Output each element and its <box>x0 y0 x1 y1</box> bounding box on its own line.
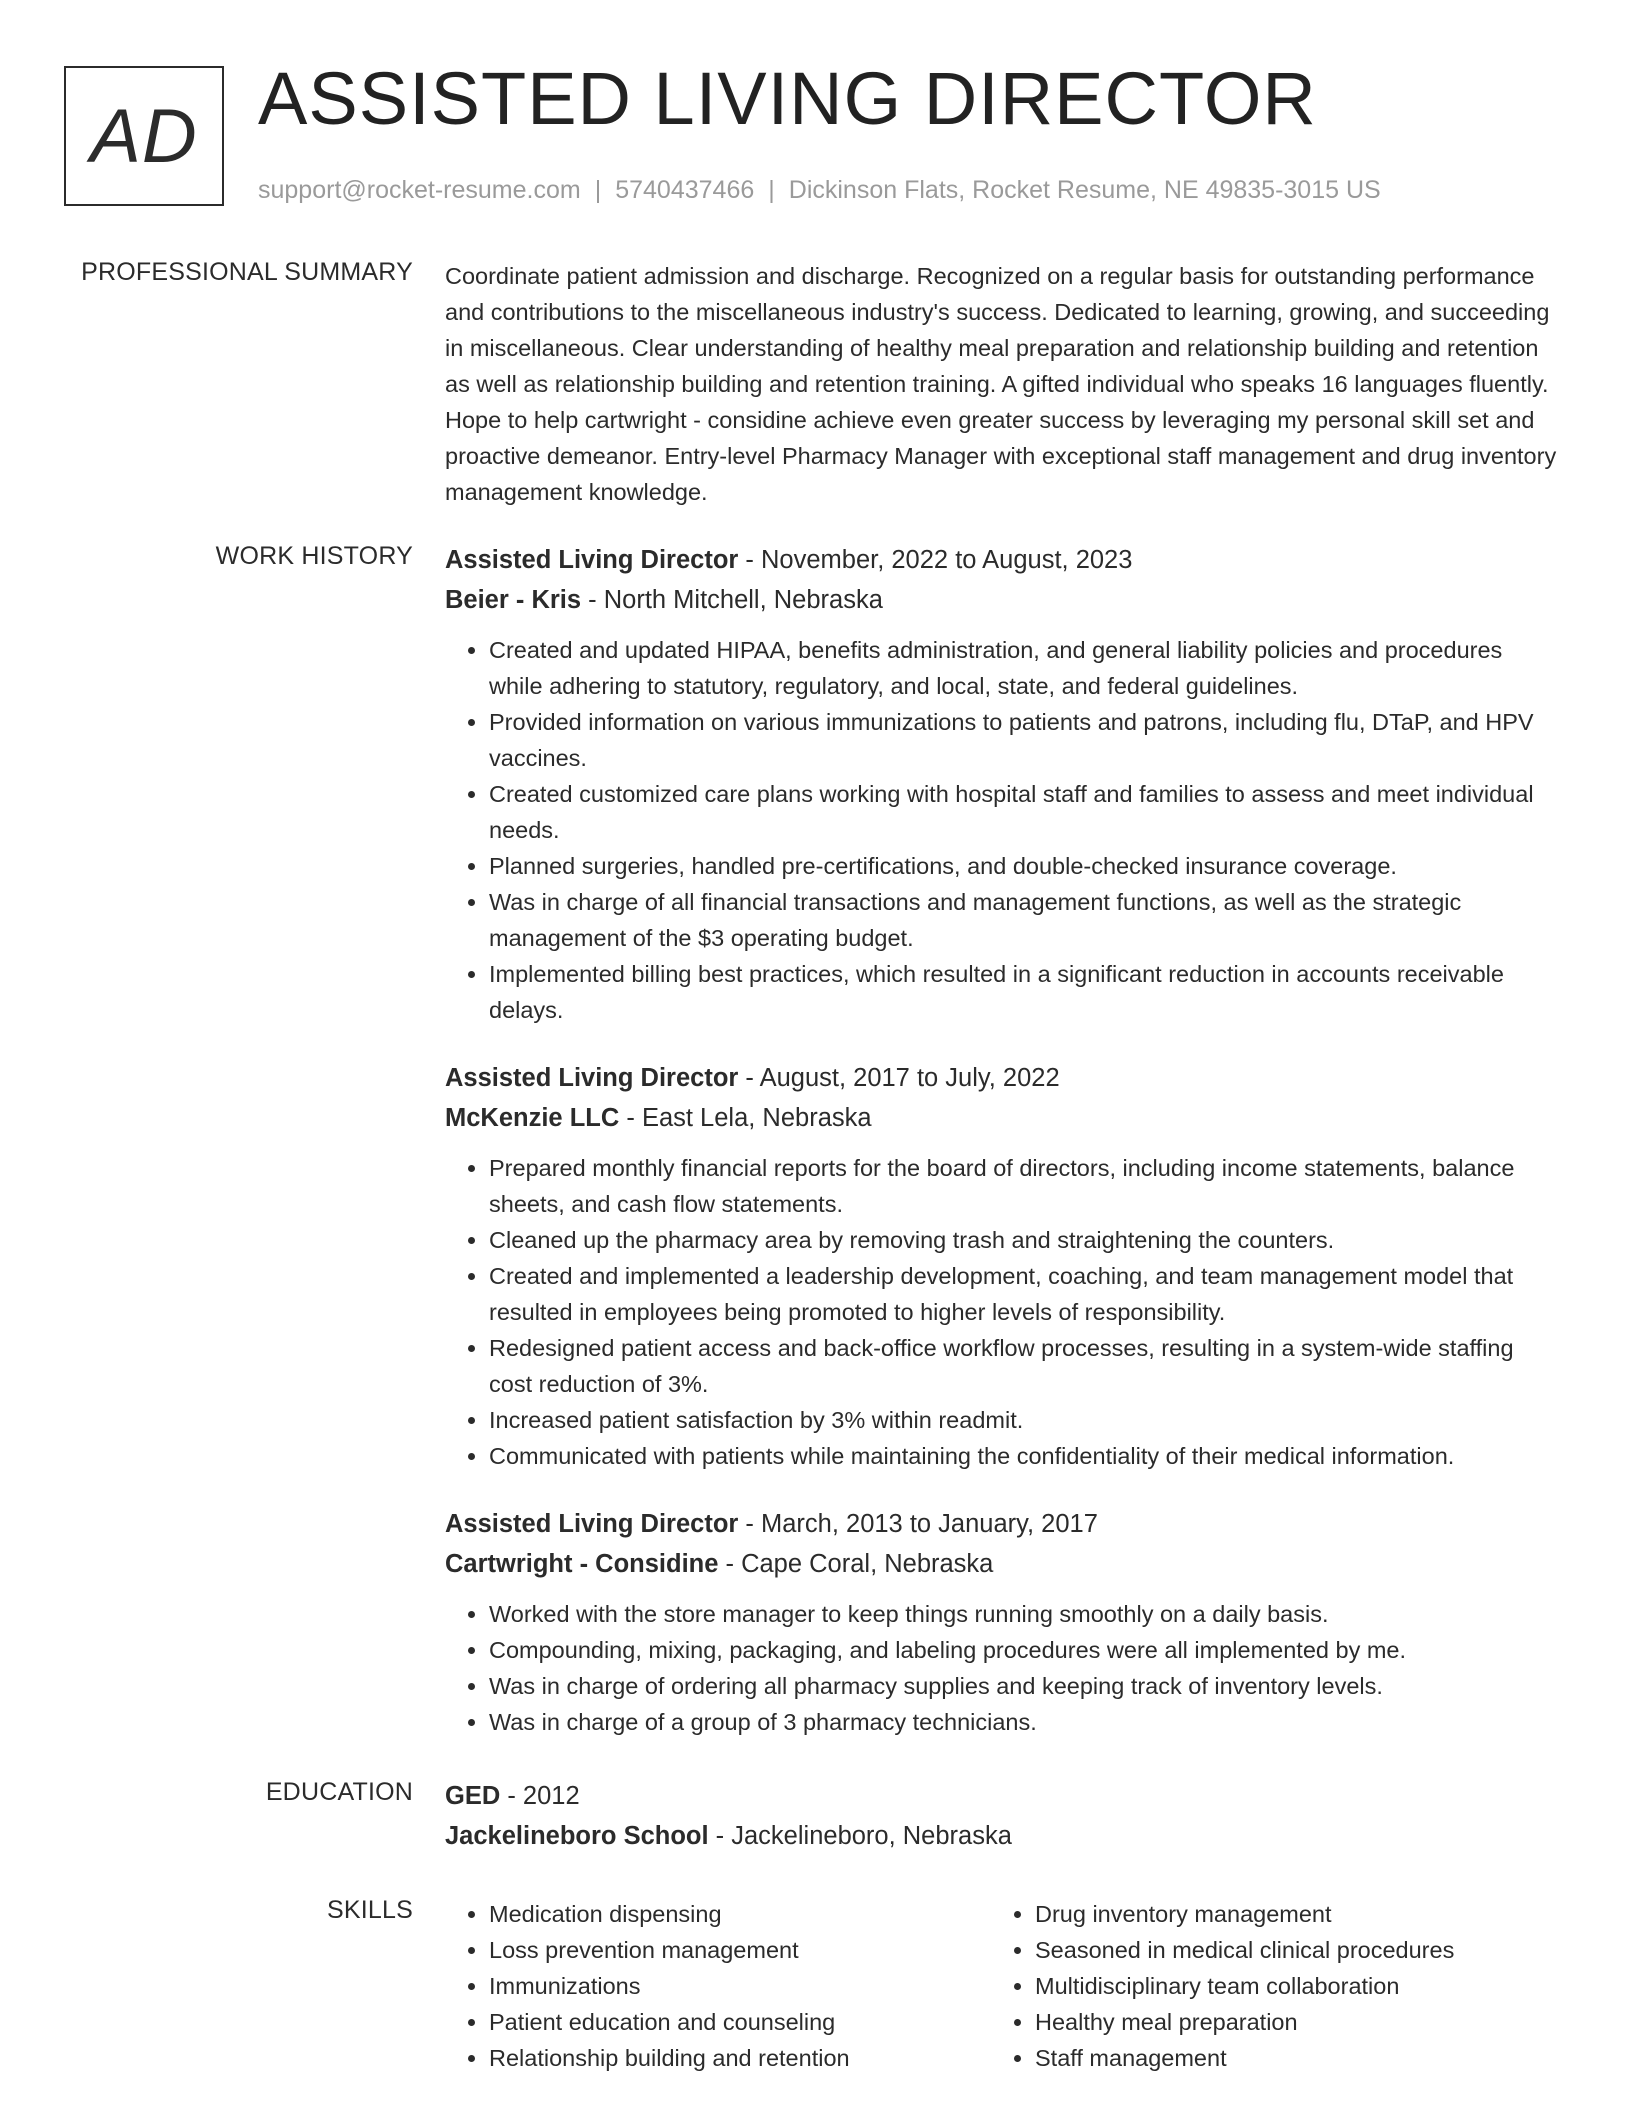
section-label-education: EDUCATION <box>265 1778 413 1806</box>
education-degree: GED <box>445 1782 501 1810</box>
work-history-body <box>445 540 1560 1770</box>
skills-list <box>445 1896 991 2076</box>
job-bullet: • Worked with the store manager to keep things running smoothly on a daily basis. <box>489 1596 1560 1632</box>
job-bullet: • Created and updated HIPAA, benefits administration, and general liability policies and procedures while adhering to statutory, regulatory, and local, state, and federal guidelines. <box>489 632 1560 704</box>
job-bullet: • Cleaned up the pharmacy area by removing trash and straightening the counters. <box>489 1222 1560 1258</box>
skill-item: • Medication dispensing <box>489 1896 991 1932</box>
job-dates: - November, 2022 to August, 2023 <box>738 546 1133 574</box>
skill-item: • Relationship building and retention <box>489 2040 991 2076</box>
job-company: Cartwright - Considine <box>445 1550 719 1578</box>
job-title: Assisted Living Director <box>445 546 739 574</box>
job-bullets <box>445 1150 1560 1474</box>
job-bullet: • Communicated with patients while maintaining the confidentiality of their medical information. <box>489 1438 1560 1474</box>
section-label-work-history: WORK HISTORY <box>215 542 413 570</box>
job-bullet: • Implemented billing best practices, which resulted in a significant reduction in accounts receivable delays. <box>489 956 1560 1028</box>
job-bullet: • Created and implemented a leadership development, coaching, and team management model that resulted in employees being promoted to higher levels of responsibility. <box>489 1258 1560 1330</box>
job-bullet: • Prepared monthly financial reports for the board of directors, including income statements, balance sheets, and cash flow statements. <box>489 1150 1560 1222</box>
skill-item: • Drug inventory management <box>1035 1896 1537 1932</box>
job-location: - North Mitchell, Nebraska <box>581 586 883 614</box>
job-bullet: • Was in charge of ordering all pharmacy supplies and keeping track of inventory levels. <box>489 1668 1560 1704</box>
job-location: - Cape Coral, Nebraska <box>718 1550 994 1578</box>
skills-body <box>445 1896 1560 2076</box>
job-bullet: • Created customized care plans working with hospital staff and families to assess and meet individual needs. <box>489 776 1560 848</box>
skills-column-right <box>991 1896 1537 2076</box>
education-school: Jackelineboro School <box>445 1822 709 1850</box>
skills-grid <box>445 1896 1560 2076</box>
job-company-line <box>445 580 1560 620</box>
job-bullet: • Redesigned patient access and back-office workflow processes, resulting in a system-wide staffing cost reduction of 3%. <box>489 1330 1560 1402</box>
job-bullet: • Provided information on various immunizations to patients and patrons, including flu, DTaP, and HPV vaccines. <box>489 704 1560 776</box>
contact-email: support@rocket-resume.com <box>258 176 581 204</box>
summary-text: Coordinate patient admission and discharge. Recognized on a regular basis for outstanding performance and contributions to the miscellaneous industry's success. Dedicated to learning, growing, and succeeding in miscellaneous. Clear understanding of healthy meal preparation and relationship building and retention as well as relationship building and retention training. A gifted individual who speaks 16 languages fluently. Hope to help cartwright - considine achieve even greater success by leveraging my personal skill set and proactive demeanor. Entry-level Pharmacy Manager with exceptional staff management and drug inventory management knowledge. <box>445 263 1557 505</box>
job-entry <box>445 1504 1560 1740</box>
education-location: - Jackelineboro, Nebraska <box>708 1822 1012 1850</box>
job-bullets <box>445 632 1560 1028</box>
job-title: Assisted Living Director <box>445 1064 739 1092</box>
job-entry <box>445 1058 1560 1474</box>
contact-separator: | <box>594 176 602 204</box>
job-title-line <box>445 1058 1560 1098</box>
job-bullet: • Was in charge of all financial transactions and management functions, as well as the strategic management of the $3 operating budget. <box>489 884 1560 956</box>
education-degree-line <box>445 1776 1560 1816</box>
skill-item: • Immunizations <box>489 1968 991 2004</box>
job-title: Assisted Living Director <box>445 1510 739 1538</box>
education-body <box>445 1776 1560 1856</box>
job-dates: - March, 2013 to January, 2017 <box>738 1510 1098 1538</box>
job-company: McKenzie LLC <box>445 1104 620 1132</box>
job-location: - East Lela, Nebraska <box>619 1104 872 1132</box>
job-bullets <box>445 1596 1560 1740</box>
job-bullet: • Compounding, mixing, packaging, and labeling procedures were all implemented by me. <box>489 1632 1560 1668</box>
job-bullet: • Planned surgeries, handled pre-certifications, and double-checked insurance coverage. <box>489 848 1560 884</box>
job-bullet: • Was in charge of a group of 3 pharmacy technicians. <box>489 1704 1560 1740</box>
contact-address: Dickinson Flats, Rocket Resume, NE 49835-3015 US <box>788 176 1381 204</box>
skill-item: • Multidisciplinary team collaboration <box>1035 1968 1537 2004</box>
skill-item: • Loss prevention management <box>489 1932 991 1968</box>
skill-item: • Staff management <box>1035 2040 1537 2076</box>
section-label-skills: SKILLS <box>327 1896 413 1924</box>
job-dates: - August, 2017 to July, 2022 <box>738 1064 1060 1092</box>
summary-body <box>445 258 1560 510</box>
contact-line <box>258 176 1381 205</box>
job-title-line <box>445 540 1560 580</box>
contact-separator: | <box>768 176 775 204</box>
section-label-summary: PROFESSIONAL SUMMARY <box>81 258 413 286</box>
skill-item: • Healthy meal preparation <box>1035 2004 1537 2040</box>
job-entry <box>445 540 1560 1028</box>
job-title-line <box>445 1504 1560 1544</box>
skills-list <box>991 1896 1537 2076</box>
job-bullet: • Increased patient satisfaction by 3% within readmit. <box>489 1402 1560 1438</box>
monogram-initials: AD <box>90 93 198 179</box>
skill-item: • Patient education and counseling <box>489 2004 991 2040</box>
monogram-box <box>64 66 224 206</box>
skills-column-left <box>445 1896 991 2076</box>
education-year: - 2012 <box>500 1782 580 1810</box>
skill-item: • Seasoned in medical clinical procedures <box>1035 1932 1537 1968</box>
candidate-name: ASSISTED LIVING DIRECTOR <box>258 57 1317 140</box>
job-company: Beier - Kris <box>445 586 582 614</box>
education-school-line <box>445 1816 1560 1856</box>
contact-phone: 5740437466 <box>615 176 755 204</box>
job-company-line <box>445 1544 1560 1584</box>
job-company-line <box>445 1098 1560 1138</box>
